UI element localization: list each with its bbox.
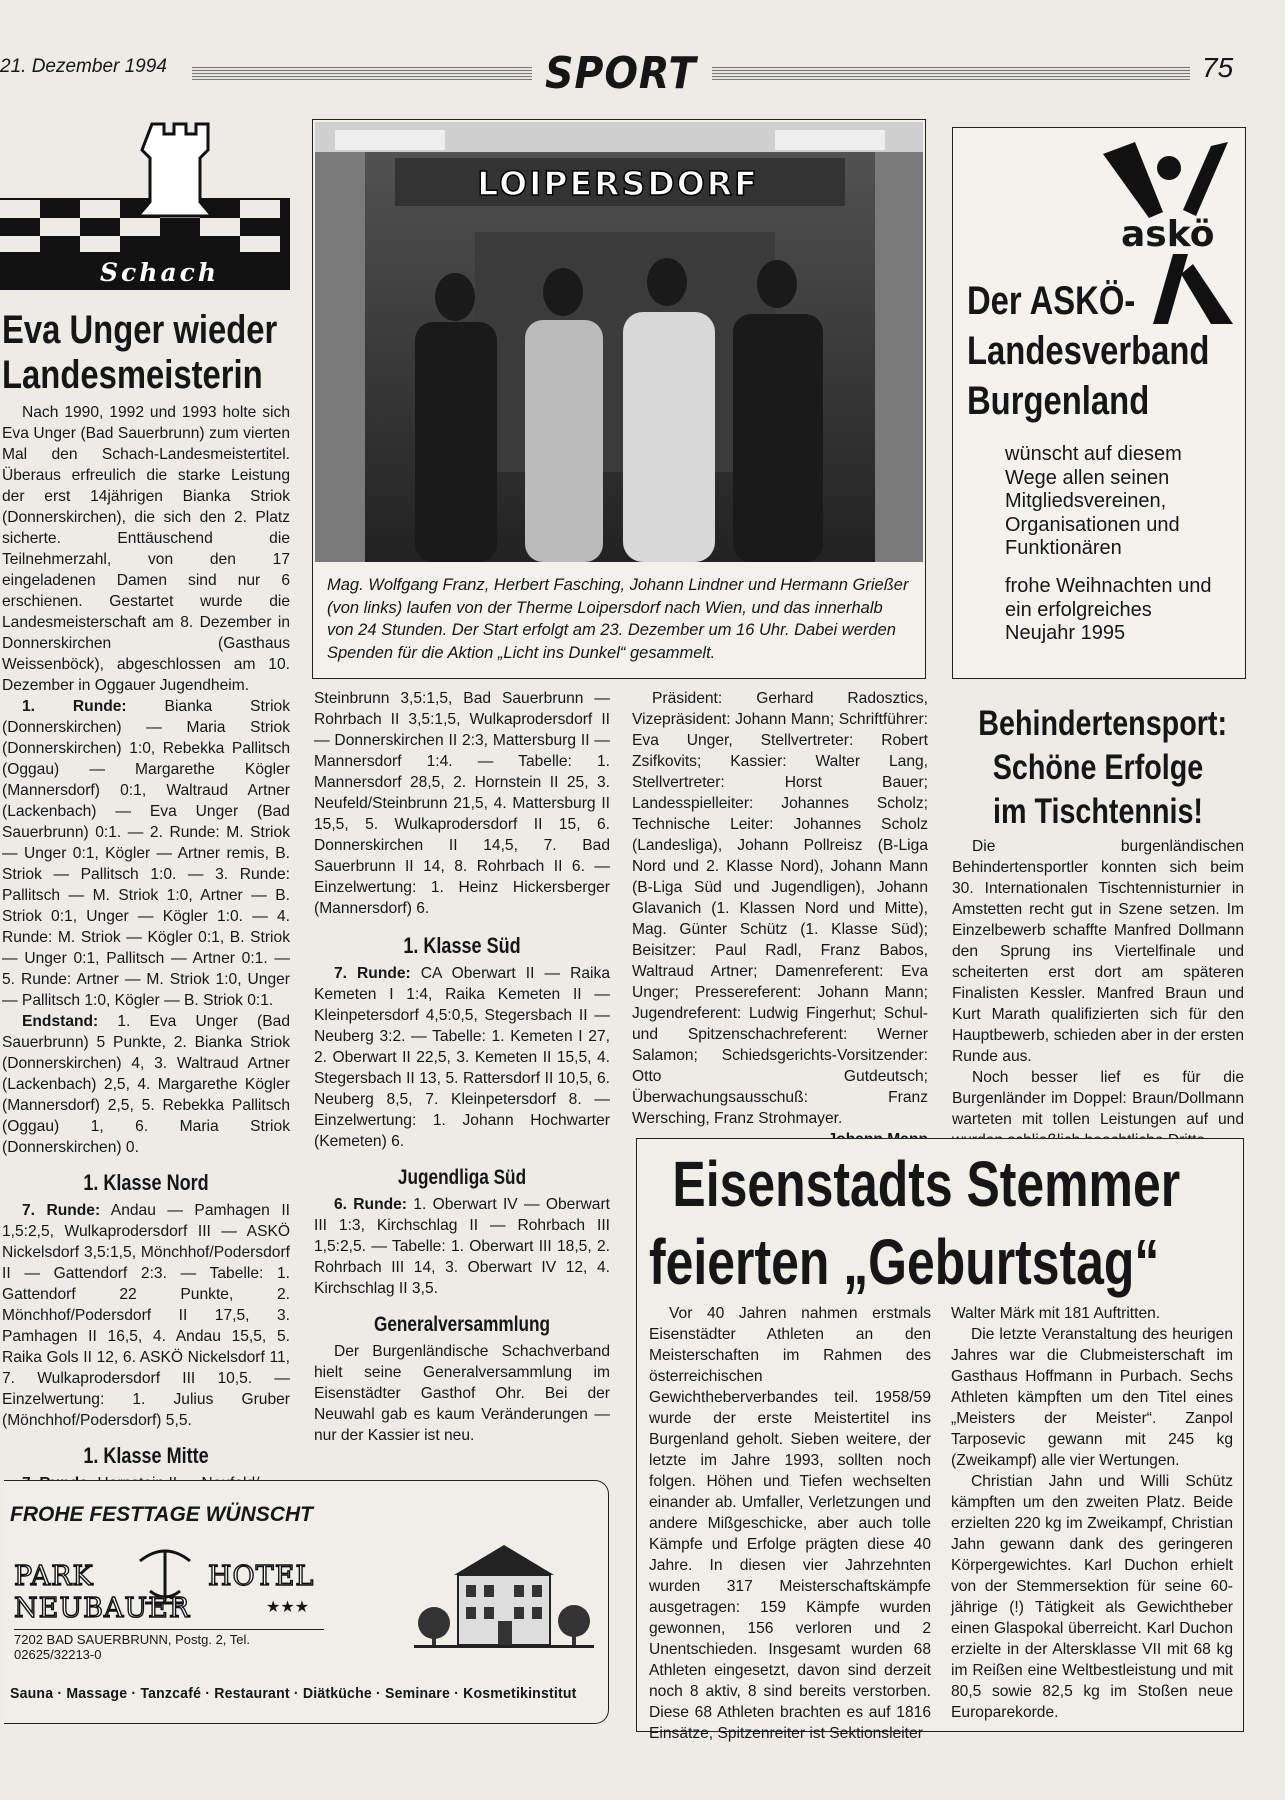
headline-line: feierten „Geburtstag“ (649, 1226, 1160, 1298)
schach-headline (2, 308, 278, 398)
tischtennis-headline (978, 702, 1228, 834)
stemmer-article (636, 1138, 1244, 1742)
askoe-logo-text: askö (1121, 214, 1215, 255)
nord-results: 7. Runde: Andau — Pamhagen II 1,5:2,5, Wulkaprodersdorf III — ASKÖ Nickelsdorf 3,5:1,5, Mönchhof/Podersdorf II — Gattendorf 2:3. — Tabelle: 1. Gattendorf 22 Punkte, 2. Mönchhof/Podersdorf II 17,5, 3. Pamhagen II 16,5, 4. Andau 15,5, 5. Raika Gols II 12, 6. ASKÖ Nickelsdorf 11, 7. Wulkaprodersdorf III 10,5. — Einzelwertung: 1. Julius Gruber (Mönchhof/Podersdorf) 5,5. (2, 1201, 290, 1429)
askoe-title-line: Burgenland (967, 379, 1150, 423)
gv-board: Präsident: Gerhard Radosztics, Vizepräsident: Johann Mann; Schriftführer: Eva Unger, Stellvertreter: Robert Zsifkovits; Kassier: Walter Lang, Stellvertreter: Horst Bauer; Landesspielleiter: Johannes Scholz; Technische Leiter: Johannes Scholz (Landesliga), Johann Pollreisz (B-Liga Nord und 2. Klasse Nord), Johann Mann (B-Liga Süd und Jugendligen), Johann Glavanich (1. Klassen Nord und Mitte), Mag. Günter Schütz (1. Klasse Süd); Beisitzer: Paul Radl, Franz Babos, Waltraud Artner; Damenreferent: Eva Unger; Pressereferent: Johann Mann; Jugendreferent: Ludwig Fingerhut; Schul- und Spitzenschachreferent: Werner Salamon; Schiedsgerichts-Vorsitzender: Otto Gutdeutsch; Überwachungsausschuß: Franz Wersching, Franz Strohmayer. (632, 690, 928, 1127)
headline-line: im Tischtennis! (993, 792, 1203, 831)
tischtennis-p2: Noch besser lief es für die Burgenländer im Doppel: Braun/Dollmann warteten mit tollen Leistungen auf und (952, 1069, 1244, 1128)
schach-column-2 (314, 688, 610, 1446)
headline-line: Schöne Erfolge (992, 748, 1204, 787)
photo-frame (312, 119, 926, 679)
masthead-rule (712, 66, 1190, 80)
schach-logo (0, 118, 290, 300)
hotel-stars: ★★★ (266, 1599, 310, 1616)
stemmer-col1 (649, 1303, 931, 1744)
headline-line: Landesmeisterin (2, 352, 263, 397)
schach-article (2, 308, 290, 1494)
issue-date: 21. Dezember 1994 (0, 56, 167, 77)
sued-results: 7. Runde: CA Oberwart II — Raika Kemeten I 1:4, Raika Kemeten II — Kleinpetersdorf 4,5:0,5, Stegersbach II — Neuberg 3:2. — Tabelle: 1. Kemeten I 27, 2. Oberwart II 22,5, 3. Kemeten II 15,5, 4. Stegersbach II 13, 5. Rattersdorf II 10,5, 6. Neuberg 8,5, 7. Kleinpetersdorf 8. — Einzelwertung: 1. Johann Hochwarter (Kemeten) 6. (314, 965, 610, 1150)
schach-column-3 (632, 688, 928, 1149)
section-title: SPORT (545, 48, 697, 99)
hotel-name-hotel: HOTEL (208, 1561, 315, 1592)
loipersdorf-sign: LOIPERSDORF (477, 163, 759, 203)
nord-heading: 1. Klasse Nord (83, 1169, 209, 1195)
stemmer-text-4: Christian Jahn und Willi Schütz kämpften um den zweiten Platz. Beide erzielten 220 kg im Zweikampf, Christian Jahn gewann dank des geringeren Körpergewichtes. Karl Duchon erhielt von der Stemmersektion für seine 60-jährige (!) Tätigkeit als Gewichtheber einen Glaspokal überreicht. Karl Duchon erzielte in der Altersklasse VII mit 68 kg im Reißen eine Weltbestleistung und mit 80,5 sowie 82,5 kg im Stoßen neue Europarekorde. (951, 1473, 1233, 1721)
headline-line: Eva Unger wieder (2, 308, 278, 352)
gv-body: Der Burgenländische Schachverband hielt seine Generalversammlung im Eisenstädter Gasthof Ohr. Bei der Neuwahl gab es kaum Veränderungen — nur der Kassier ist neu. (314, 1343, 610, 1444)
askoe-text-2: frohe Weihnachten und ein erfolgreiches Neujahr 1995 (1005, 575, 1212, 644)
hotel-building-icon (414, 1535, 594, 1655)
tischtennis-article (952, 702, 1244, 1151)
sued-heading: 1. Klasse Süd (403, 933, 521, 958)
stemmer-col2 (951, 1303, 1233, 1723)
jugend-heading: Jugendliga Süd (397, 1166, 527, 1189)
hotel-name-park: PARK (14, 1561, 94, 1592)
headline-line: Eisenstadts Stemmer (672, 1148, 1181, 1220)
stemmer-text-2: Walter Märk mit 181 Auftritten. (951, 1305, 1161, 1322)
stemmer-text-1: Vor 40 Jahren nahmen erstmals Eisenstädter Athleten an den Meisterschaften im Rahmen des österreichischen Gewichtheberverbandes teil. 1958/59 wurde der erste Meistertitel ins Burgenland geholt. Sieben weitere, der letzte im Jahre 1993, sollten noch folgen. Höhen und Tiefen wechselten einander ab. Umfaller, Verletzungen und andere Mißgeschicke, aber auch tolle Kämpfe und Erfolge prägten diese 40 Jahre. In diesen vier Jahrzehnten wurden 317 Meisterschaftskämpfe ausgetragen: 159 Kämpfe wurden gewonnen, 156 verloren und 2 Unentschieden. Insgesamt wurden 68 Athleten eingesetzt, davon sind derzeit noch 8 aktiv, 8 sind bereits verstorben. Diese 68 Athleten brachten es auf 1816 Einsätze, Spitzenreiter ist Sektionsleiter (649, 1305, 931, 1742)
photo-caption: Mag. Wolfgang Franz, Herbert Fasching, Johann Lindner und Hermann Grießer (von links) laufen von der Therme Loipersdorf nach Wien, und das innerhalb von 24 Stunden. Der Start erfolgt am 23. Dezember um 16 Uhr. Dabei werden Spenden für die Aktion „Licht ins Dunkel“ gesammelt. (327, 576, 909, 662)
tischtennis-p1: Die burgenländischen Behindertensportler konnten sich beim 30. Internationalen Tischtennisturnier in Amstetten recht gut in Szene setzen. Im Einzelbewerb schaffte Manfred Dollmann den Sprung ins Viertelfinale und scheiterten erst dort am späteren Finalisten Kessler. Manfred Braun und Kurt Marath qualifizierten sich für den Hauptbewerb, schieden aber in der ersten Runde aus. (952, 838, 1244, 1065)
hotel-name-neubauer: NEUBAUER (14, 1593, 191, 1624)
mitte-results-cont: Steinbrunn 3,5:1,5, Bad Sauerbrunn — Rohrbach II 3,5:1,5, Wulkaprodersdorf II — Donnerskirchen II 2:3, Mattersburg II — Mannersdorf 1:4. — Tabelle: 1. Mannersdorf 28,5, 2. Hornstein II 25, 3. Neufeld/Steinbrunn 21,5, 4. Mattersburg II 15,5, 5. Wulkaprodersdorf II 15, 6. Donnerskirchen II 14,5, 7. Bad Sauerbrunn II 14, 8. Rohrbach II 6. — Einzelwertung: 1. Heinz Hickersberger (Mannersdorf) 6. (314, 690, 610, 917)
hotel-ad (4, 1480, 609, 1724)
schach-body: Nach 1990, 1992 und 1993 holte sich Eva Unger (Bad Sauerbrunn) zum vierten Mal den Schach-Landesmeistertitel. Überaus erfreulich die starke Leistung der erst 14jährigen Bianka Striok (Donnerskirchen), die sich den 2. Platz sicherte. Enttäuschend die Teilnehmerzahl, von den 17 eingeladenen Damen sind nur 6 erschienen. Gestartet wurde die Landesmeisterschaft am 8. Dezember in Donnerskirchen (Gasthaus Weissenböck), abgeschlossen am 10. Dezember in Oggauer Jugendheim. (2, 403, 290, 694)
schach-label: Schach (100, 258, 220, 287)
askoe-title (967, 276, 1209, 426)
stemmer-text-3: Die letzte Veranstaltung des heurigen Jahres war die Clubmeisterschaft im Gasthaus Hoffmann in Purbach. Sechs Athleten kämpften um den Titel eines „Meisters der Meister“. Zanpol Tarposevic gewann mit 245 kg (Zweikampf) alle vier Wertungen. (951, 1326, 1233, 1469)
gv-heading: Generalversammlung (373, 1313, 551, 1336)
hotel-services: Sauna · Massage · Tanzcafé · Restaurant · Diätküche · Seminare · Kosmetikinstitut (10, 1685, 577, 1702)
askoe-ad (952, 127, 1246, 679)
hotel-address: 7202 BAD SAUERBRUNN, Postg. 2, Tel. 02625/32213-0 (14, 1629, 324, 1662)
askoe-title-line: Landesverband (967, 329, 1210, 373)
schach-results: 1. Runde: Bianka Striok (Donnerskirchen) — Maria Striok (Donnerskirchen) 1:0, Rebekka Pallitsch (Oggau) — Margarethe Kögler (Mannersdorf) 0:1, Waltraud Artner (Lackenbach) — Eva Unger (Bad Sauerbrunn) 0:1. — 2. Runde: M. Striok — Unger 0:1, Kögler — Artner remis, B. Striok — Pallitsch 1:0. — 3. Runde: Pallitsch — M. Striok 1:0, Artner — B. Striok 0:1, Unger — Kögler 1:0. — 4. Runde: M. Striok — Kögler 0:1, B. Striok — Unger 0:1, Pallitsch — Artner 0:1. — 5. Runde: Artner — M. Striok 1:0, Unger — Pallitsch 1:0, Kögler — B. Striok 0:1. (2, 697, 290, 1009)
hotel-greeting: FROHE FESTTAGE WÜNSCHT (10, 1503, 313, 1526)
stemmer-headline (649, 1145, 1180, 1301)
page-number: 75 (1202, 52, 1234, 83)
headline-line: Behindertensport: (978, 704, 1228, 743)
askoe-title-line: Der ASKÖ- (967, 279, 1136, 323)
schach-endstand: Endstand: 1. Eva Unger (Bad Sauerbrunn) 5 Punkte, 2. Bianka Striok (Donnerskirchen) 4, 3. Waltraud Artner (Lackenbach) 2,5, 4. Margarethe Kögler (Mannersdorf) 2,5, 5. Rebekka Pallitsch (Oggau) 1, 6. Maria Striok (Donnerskirchen) 0. (2, 1012, 290, 1156)
jugend-results: 6. Runde: 1. Oberwart IV — Oberwart III 1:3, Kirchschlag II — Rohrbach III 1,5:2,5. — Tabelle: 1. Oberwart III 18,5, 2. Rohrbach III 14, 3. Oberwart IV 12, 4. Kirchschlag II 3,5. (314, 1196, 610, 1297)
askoe-text-1: wünscht auf diesem Wege allen seinen Mitgliedsvereinen, Organisationen und Funktionären (1005, 443, 1182, 559)
masthead-rule (192, 66, 532, 80)
mitte-heading: 1. Klasse Mitte (83, 1442, 209, 1468)
